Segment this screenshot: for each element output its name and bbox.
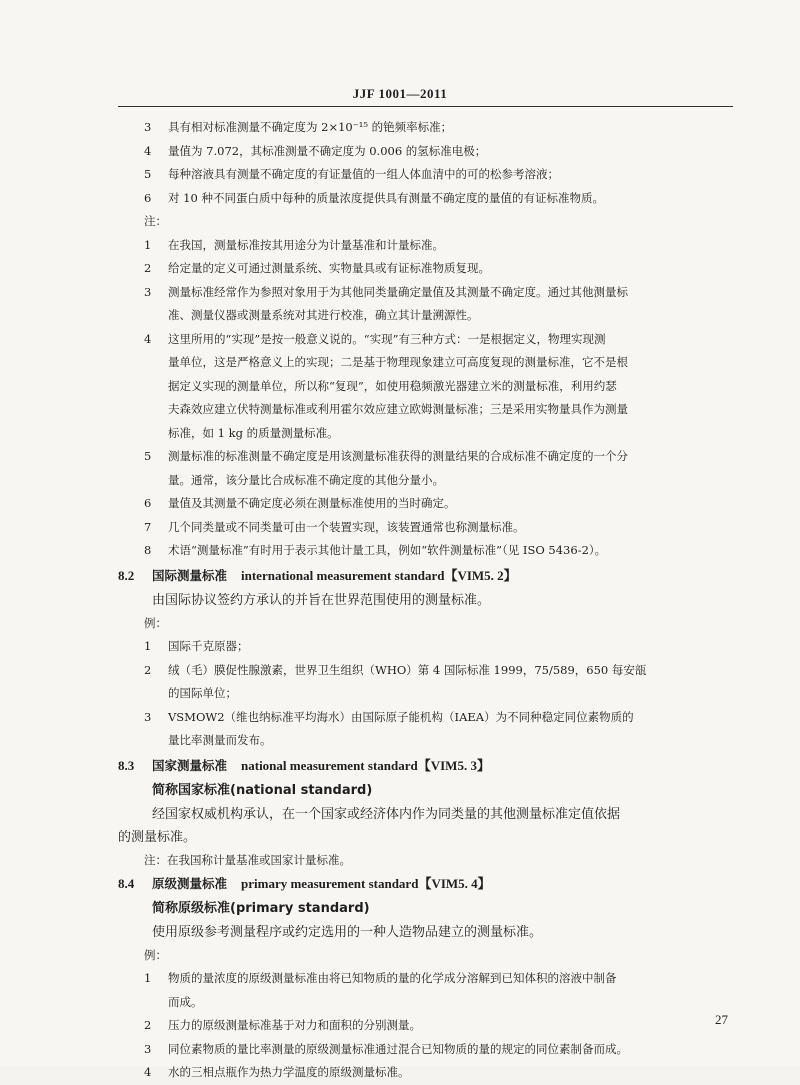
note-item: 4 这里所用的“实现”是按一般意义说的。“实现”有三种方式：一是根据定义，物理实现测 <box>144 331 606 346</box>
example-continuation: 的国际单位； <box>168 686 237 700</box>
example-item: 2 绒（毛）膜促性腺激素，世界卫生组织（WHO）第 4 国际标准 1999，75/589，650 每安瓿 <box>144 662 647 677</box>
vim-reference: 【VIM5. 4】 <box>418 875 491 891</box>
notes-label: 注： <box>144 214 167 228</box>
list-item: 3 具有相对标准测量不确定度为 2×10⁻¹⁵ 的铯频率标准； <box>144 120 453 134</box>
note-continuation: 准、测量仪器或测量系统对其进行校准，确立其计量溯源性。 <box>168 308 479 322</box>
example-label: 例： <box>144 615 167 630</box>
example-item: 4 水的三相点瓶作为热力学温度的原级测量标准。 <box>144 1065 410 1079</box>
definition: 由国际协议签约方承认的并旨在世界范围使用的测量标准。 <box>152 592 491 608</box>
example-item: 3 同位素物质的量比率测量的原级测量标准通过混合已知物质的量的规定的同位素制备而成。 <box>144 1041 628 1056</box>
note-continuation: 量。通常，该分量比合成标准不确定度的其他分量小。 <box>168 472 444 487</box>
page-content <box>118 116 733 1085</box>
term-zh: 国家测量标准 <box>152 757 228 773</box>
section-number: 8.2 <box>118 567 135 583</box>
example-continuation: 而成。 <box>168 994 203 1009</box>
list-item: 6 对 10 种不同蛋白质中每种的质量浓度提供具有测量不确定度的量值的有证标准物质。 <box>144 190 604 205</box>
definition: 经国家权威机构承认，在一个国家或经济体内作为同类量的其他测量标准定值依据 <box>152 806 621 822</box>
section-heading-8-3 <box>118 753 733 779</box>
term-zh: 原级测量标准 <box>152 875 228 891</box>
example-list-continued <box>118 116 733 210</box>
note-continuation: 量单位，这是严格意义上的实现；二是基于物理现象建立可高度复现的测量标准，它不是根 <box>168 355 628 369</box>
vim-reference: 【VIM5. 2】 <box>444 567 517 583</box>
term-en: national measurement standard <box>241 757 418 773</box>
term-zh: 国际测量标准 <box>152 567 228 583</box>
section-number: 8.3 <box>118 757 135 773</box>
list-item: 4 量值为 7.072，其标准测量不确定度为 0.006 的氢标准电极； <box>144 143 487 158</box>
note: 注：在我国称计量基准或国家计量标准。 <box>144 852 351 867</box>
example-continuation: 量比率测量而发布。 <box>168 733 272 747</box>
section-heading-8-4 <box>118 871 733 897</box>
example-label: 例： <box>144 947 167 962</box>
note-continuation: 标准，如 1 kg 的质量测量标准。 <box>168 425 339 440</box>
abbreviation: 简称原级标准(primary standard) <box>152 900 370 916</box>
example-item: 2 压力的原级测量标准基于对力和面积的分别测量。 <box>144 1018 421 1032</box>
note-item: 5 测量标准的标准测量不确定度是用该测量标准获得的测量结果的合成标准不确定度的一个分 <box>144 449 628 463</box>
note-item: 8 术语“测量标准”有时用于表示其他计量工具，例如“软件测量标准”（见 ISO 5436-2）。 <box>144 543 607 557</box>
note-item: 3 测量标准经常作为参照对象用于为其他同类量确定量值及其测量不确定度。通过其他测量标 <box>144 284 628 299</box>
example-item: 3 VSMOW2（维也纳标准平均海水）由国际原子能机构（IAEA）为不同种稳定同位素物质的 <box>144 709 634 724</box>
note-item: 1 在我国，测量标准按其用途分为计量基准和计量标准。 <box>144 237 444 252</box>
term-en: international measurement standard <box>241 567 445 583</box>
definition-continuation: 的测量标准。 <box>118 829 197 845</box>
term-en: primary measurement standard <box>241 875 419 891</box>
note-continuation: 夫森效应建立伏特测量标准或利用霍尔效应建立欧姆测量标准；三是采用实物量具作为测量 <box>168 402 628 416</box>
definition: 使用原级参考测量程序或约定选用的一种人造物品建立的测量标准。 <box>152 924 543 940</box>
example-item: 1 物质的量浓度的原级测量标准由将已知物质的量的化学成分溶解到已知体积的溶液中制备 <box>144 971 617 985</box>
note-item: 6 量值及其测量不确定度必须在测量标准使用的当时确定。 <box>144 496 456 510</box>
header-rule <box>118 106 733 107</box>
list-item: 5 每种溶液具有测量不确定度的有证量值的一组人体血清中的可的松参考溶液； <box>144 167 559 181</box>
section-number: 8.4 <box>118 875 135 891</box>
note-continuation: 据定义实现的测量单位，所以称“复现”，如使用稳频激光器建立米的测量标准，利用约瑟 <box>168 378 617 393</box>
page-number: 27 <box>715 1012 728 1027</box>
notes-list <box>118 234 733 563</box>
note-item: 7 几个同类量或不同类量可由一个装置实现，该装置通常也称测量标准。 <box>144 519 525 534</box>
vim-reference: 【VIM5. 3】 <box>417 757 490 773</box>
abbreviation: 简称国家标准(national standard) <box>152 782 373 798</box>
example-item: 1 国际千克原器； <box>144 639 249 653</box>
page-header: JJF 1001—2011 <box>352 86 448 101</box>
note-item: 2 给定量的定义可通过测量系统、实物量具或有证标准物质复现。 <box>144 261 490 275</box>
section-heading-8-2 <box>118 563 733 589</box>
